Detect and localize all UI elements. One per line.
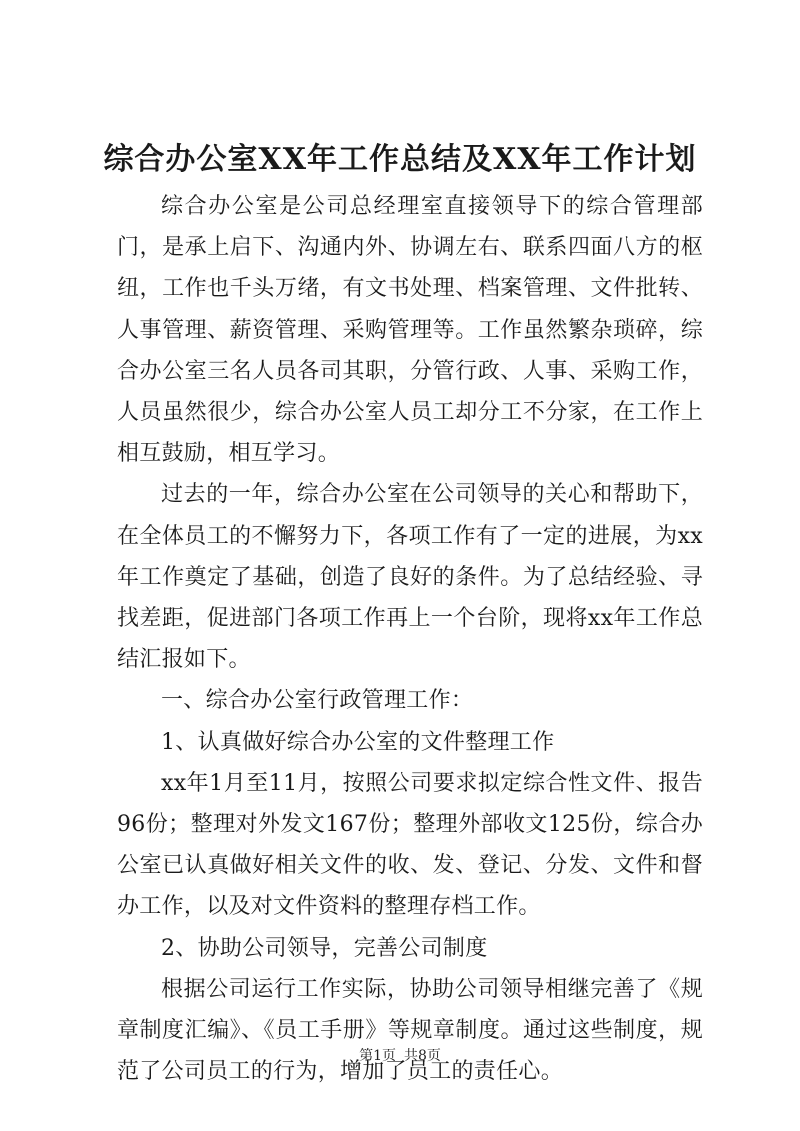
page-number-current: 第1页 <box>359 1048 396 1064</box>
document-body <box>117 186 703 1092</box>
page-title: 综合办公室XX年工作总结及XX年工作计划 <box>103 142 697 177</box>
page-footer <box>0 1046 800 1066</box>
subheading-file-management: 1、认真做好综合办公室的文件整理工作 <box>161 729 555 755</box>
paragraph-file-stats: xx年1月至11月，按照公司要求拟定综合性文件、报告96份；整理对外发文167份；整理外部收文125份，综合办公室已认真做好相关文件的收、发、登记、分发、文件和督办工作，以及对文件资料的整理存档工作。 <box>117 770 703 920</box>
paragraph-review: 过去的一年，综合办公室在公司领导的关心和帮助下，在全体员工的不懈努力下，各项工作有了一定的进展，为xx年工作奠定了基础，创造了良好的条件。为了总结经验、寻找差距，促进部门各项工作再上一个台阶，现将xx年工作总结汇报如下。 <box>117 482 703 673</box>
paragraph-intro: 综合办公室是公司总经理室直接领导下的综合管理部门，是承上启下、沟通内外、协调左右、联系四面八方的枢纽，工作也千头万绪，有文书处理、档案管理、文件批转、人事管理、薪资管理、采购管理等。工作虽然繁杂琐碎，综合办公室三名人员各司其职，分管行政、人事、采购工作，人员虽然很少，综合办公室人员工却分工不分家，在工作上相互鼓励，相互学习。 <box>117 194 703 467</box>
subheading-company-rules: 2、协助公司领导，完善公司制度 <box>161 935 488 961</box>
page-number-total: 共8页 <box>404 1048 441 1064</box>
paragraph-rules: 根据公司运行工作实际，协助公司领导相继完善了《规章制度汇编》、《员工手册》等规章制度。通过这些制度，规范了公司员工的行为，增加了员工的责任心。 <box>117 976 703 1085</box>
section-heading-admin: 一、综合办公室行政管理工作： <box>161 688 474 714</box>
